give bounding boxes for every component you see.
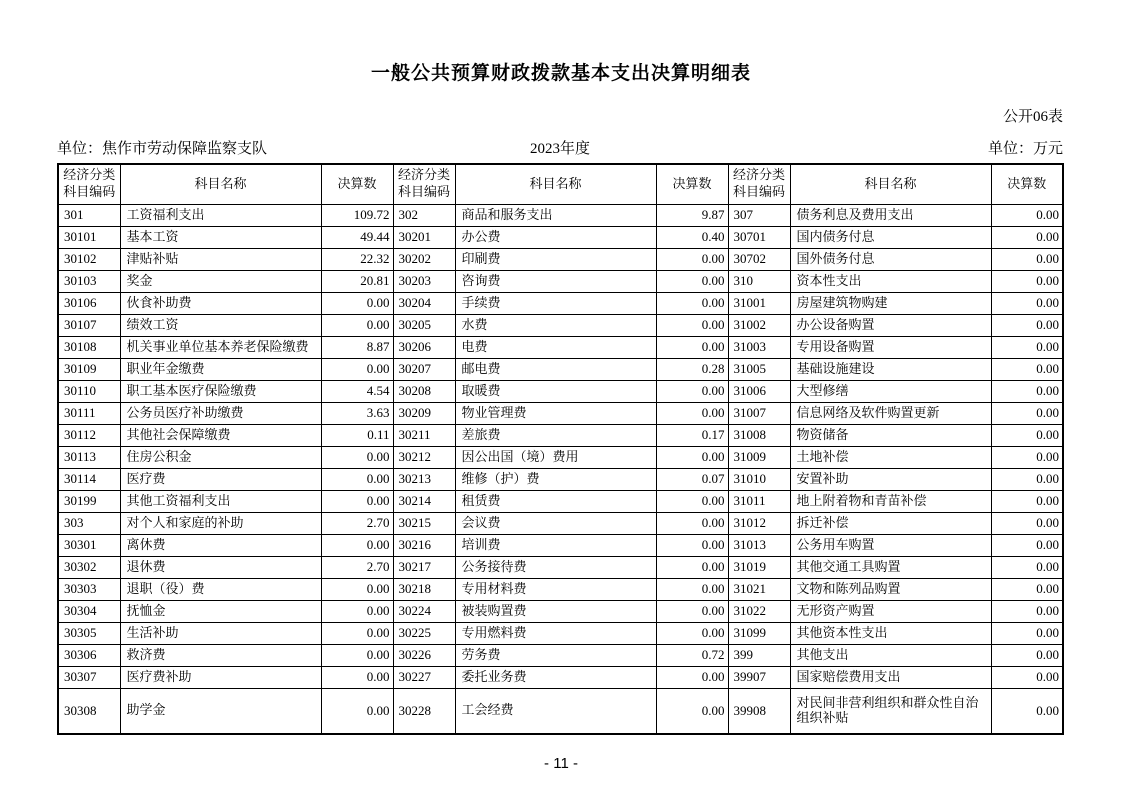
final-amount-cell: 0.00 — [321, 622, 393, 644]
subject-code-cell: 30211 — [393, 424, 455, 446]
subject-name-cell: 退休费 — [120, 556, 321, 578]
subject-code-cell: 30308 — [58, 688, 120, 734]
subject-code-cell: 30207 — [393, 358, 455, 380]
subject-name-cell: 土地补偿 — [790, 446, 991, 468]
table-row — [58, 402, 1063, 424]
subject-code-cell: 30215 — [393, 512, 455, 534]
final-amount-cell: 0.00 — [321, 292, 393, 314]
table-header — [58, 164, 1063, 204]
subject-code-cell: 31007 — [728, 402, 790, 424]
table-row — [58, 380, 1063, 402]
subject-code-cell: 30113 — [58, 446, 120, 468]
final-amount-cell: 9.87 — [656, 204, 728, 226]
subject-code-cell: 30303 — [58, 578, 120, 600]
subject-code-cell: 31021 — [728, 578, 790, 600]
subject-code-cell: 30218 — [393, 578, 455, 600]
subject-code-cell: 31019 — [728, 556, 790, 578]
table-row — [58, 490, 1063, 512]
subject-code-cell: 30205 — [393, 314, 455, 336]
final-amount-cell: 8.87 — [321, 336, 393, 358]
subject-code-cell: 31011 — [728, 490, 790, 512]
subject-code-cell: 30213 — [393, 468, 455, 490]
table-row — [58, 270, 1063, 292]
table-row — [58, 248, 1063, 270]
final-amount-cell: 0.00 — [991, 402, 1063, 424]
subject-code-cell: 30209 — [393, 402, 455, 424]
table-row — [58, 204, 1063, 226]
final-amount-cell: 0.00 — [656, 600, 728, 622]
subject-code-cell: 30216 — [393, 534, 455, 556]
subject-code-cell: 30307 — [58, 666, 120, 688]
subject-code-cell: 31009 — [728, 446, 790, 468]
subject-code-cell: 31005 — [728, 358, 790, 380]
subject-code-cell: 30225 — [393, 622, 455, 644]
final-amount-cell: 0.00 — [991, 424, 1063, 446]
final-amount-cell: 0.11 — [321, 424, 393, 446]
subject-name-cell: 对个人和家庭的补助 — [120, 512, 321, 534]
header-code-cell: 经济分类科目编码 — [58, 164, 120, 204]
subject-name-cell: 机关事业单位基本养老保险缴费 — [120, 336, 321, 358]
subject-name-cell: 被装购置费 — [455, 600, 656, 622]
table-row — [58, 578, 1063, 600]
final-amount-cell: 0.00 — [991, 490, 1063, 512]
final-amount-cell: 0.00 — [991, 248, 1063, 270]
subject-name-cell: 培训费 — [455, 534, 656, 556]
subject-name-cell: 会议费 — [455, 512, 656, 534]
table-row — [58, 446, 1063, 468]
subject-name-cell: 信息网络及软件购置更新 — [790, 402, 991, 424]
org-unit-label: 单位：焦作市劳动保障监察支队 — [57, 141, 268, 157]
table-row — [58, 666, 1063, 688]
final-amount-cell: 0.00 — [656, 534, 728, 556]
subject-code-cell: 31001 — [728, 292, 790, 314]
final-amount-cell: 0.00 — [991, 292, 1063, 314]
subject-name-cell: 抚恤金 — [120, 600, 321, 622]
subject-name-cell: 救济费 — [120, 644, 321, 666]
subject-name-cell: 无形资产购置 — [790, 600, 991, 622]
final-amount-cell: 0.00 — [656, 446, 728, 468]
subject-name-cell: 房屋建筑物购建 — [790, 292, 991, 314]
subject-code-cell: 30217 — [393, 556, 455, 578]
subject-code-cell: 31013 — [728, 534, 790, 556]
header-code-cell: 经济分类科目编码 — [728, 164, 790, 204]
subject-code-cell: 31006 — [728, 380, 790, 402]
final-amount-cell: 0.00 — [656, 490, 728, 512]
final-amount-cell: 0.00 — [991, 358, 1063, 380]
form-number-label: 公开06表 — [1002, 109, 1063, 125]
subject-name-cell: 奖金 — [120, 270, 321, 292]
subject-name-cell: 专用材料费 — [455, 578, 656, 600]
final-amount-cell: 0.00 — [991, 512, 1063, 534]
subject-name-cell: 委托业务费 — [455, 666, 656, 688]
page-number: - 11 - — [544, 755, 578, 772]
final-amount-cell: 0.00 — [321, 688, 393, 734]
subject-code-cell: 30107 — [58, 314, 120, 336]
final-amount-cell: 0.00 — [991, 600, 1063, 622]
final-amount-cell: 0.00 — [656, 270, 728, 292]
subject-name-cell: 职工基本医疗保险缴费 — [120, 380, 321, 402]
subject-name-cell: 对民间非营利组织和群众性自治组织补贴 — [790, 688, 991, 734]
subject-code-cell: 30111 — [58, 402, 120, 424]
subject-code-cell: 30109 — [58, 358, 120, 380]
final-amount-cell: 20.81 — [321, 270, 393, 292]
table-row — [58, 424, 1063, 446]
subject-code-cell: 30214 — [393, 490, 455, 512]
subject-name-cell: 大型修缮 — [790, 380, 991, 402]
subject-name-cell: 差旅费 — [455, 424, 656, 446]
table-row — [58, 644, 1063, 666]
subject-code-cell: 30304 — [58, 600, 120, 622]
header-name-cell: 科目名称 — [790, 164, 991, 204]
header-name-cell: 科目名称 — [455, 164, 656, 204]
final-amount-cell: 0.00 — [656, 556, 728, 578]
table-row — [58, 534, 1063, 556]
final-amount-cell: 0.00 — [321, 446, 393, 468]
final-amount-cell: 0.00 — [321, 666, 393, 688]
header-row — [58, 164, 1063, 204]
final-amount-cell: 0.00 — [656, 578, 728, 600]
final-amount-cell: 0.00 — [991, 204, 1063, 226]
final-amount-cell: 2.70 — [321, 556, 393, 578]
final-amount-cell: 2.70 — [321, 512, 393, 534]
final-amount-cell: 0.00 — [991, 270, 1063, 292]
subject-code-cell: 30112 — [58, 424, 120, 446]
final-amount-cell: 0.00 — [991, 556, 1063, 578]
subject-name-cell: 生活补助 — [120, 622, 321, 644]
subject-code-cell: 30227 — [393, 666, 455, 688]
table-row — [58, 226, 1063, 248]
subject-name-cell: 住房公积金 — [120, 446, 321, 468]
final-amount-cell: 0.28 — [656, 358, 728, 380]
final-amount-cell: 0.00 — [991, 380, 1063, 402]
subject-code-cell: 30203 — [393, 270, 455, 292]
final-amount-cell: 0.00 — [321, 534, 393, 556]
final-amount-cell: 0.40 — [656, 226, 728, 248]
subject-code-cell: 30208 — [393, 380, 455, 402]
subject-code-cell: 30226 — [393, 644, 455, 666]
table-row — [58, 600, 1063, 622]
subject-name-cell: 专用设备购置 — [790, 336, 991, 358]
subject-name-cell: 离休费 — [120, 534, 321, 556]
table-row — [58, 336, 1063, 358]
subject-code-cell: 30101 — [58, 226, 120, 248]
table-row — [58, 314, 1063, 336]
subject-name-cell: 物业管理费 — [455, 402, 656, 424]
final-amount-cell: 0.00 — [656, 402, 728, 424]
final-amount-cell: 0.07 — [656, 468, 728, 490]
subject-name-cell: 退职（役）费 — [120, 578, 321, 600]
subject-name-cell: 地上附着物和青苗补偿 — [790, 490, 991, 512]
subject-code-cell: 31008 — [728, 424, 790, 446]
subject-code-cell: 301 — [58, 204, 120, 226]
subject-code-cell: 39908 — [728, 688, 790, 734]
subject-code-cell: 30106 — [58, 292, 120, 314]
final-amount-cell: 0.00 — [991, 622, 1063, 644]
final-amount-cell: 0.00 — [321, 468, 393, 490]
subject-code-cell: 30103 — [58, 270, 120, 292]
header-name-cell: 科目名称 — [120, 164, 321, 204]
final-amount-cell: 0.00 — [991, 226, 1063, 248]
final-amount-cell: 0.00 — [991, 666, 1063, 688]
final-amount-cell: 109.72 — [321, 204, 393, 226]
subject-name-cell: 专用燃料费 — [455, 622, 656, 644]
subject-code-cell: 31003 — [728, 336, 790, 358]
subject-name-cell: 其他支出 — [790, 644, 991, 666]
final-amount-cell: 0.17 — [656, 424, 728, 446]
subject-code-cell: 30114 — [58, 468, 120, 490]
final-amount-cell: 0.00 — [321, 490, 393, 512]
subject-code-cell: 307 — [728, 204, 790, 226]
header-code-cell: 经济分类科目编码 — [393, 164, 455, 204]
subject-name-cell: 国内债务付息 — [790, 226, 991, 248]
subject-name-cell: 工会经费 — [455, 688, 656, 734]
meta-row — [57, 137, 1063, 159]
table-row — [58, 468, 1063, 490]
subject-name-cell: 公务接待费 — [455, 556, 656, 578]
final-amount-cell: 0.00 — [656, 622, 728, 644]
subject-name-cell: 医疗费补助 — [120, 666, 321, 688]
subject-name-cell: 取暖费 — [455, 380, 656, 402]
subject-name-cell: 商品和服务支出 — [455, 204, 656, 226]
table-row — [58, 292, 1063, 314]
subject-name-cell: 其他资本性支出 — [790, 622, 991, 644]
subject-name-cell: 其他工资福利支出 — [120, 490, 321, 512]
final-amount-cell: 0.00 — [321, 314, 393, 336]
final-amount-cell: 0.00 — [991, 688, 1063, 734]
subject-name-cell: 邮电费 — [455, 358, 656, 380]
final-amount-cell: 0.00 — [656, 314, 728, 336]
subject-name-cell: 电费 — [455, 336, 656, 358]
subject-name-cell: 国家赔偿费用支出 — [790, 666, 991, 688]
fiscal-year-label: 2023年度 — [529, 141, 590, 157]
subject-name-cell: 安置补助 — [790, 468, 991, 490]
subject-code-cell: 302 — [393, 204, 455, 226]
final-amount-cell: 0.00 — [991, 446, 1063, 468]
subject-code-cell: 30206 — [393, 336, 455, 358]
subject-code-cell: 30224 — [393, 600, 455, 622]
final-amount-cell: 0.00 — [991, 336, 1063, 358]
subject-name-cell: 其他社会保障缴费 — [120, 424, 321, 446]
final-amount-cell: 4.54 — [321, 380, 393, 402]
final-amount-cell: 0.00 — [321, 644, 393, 666]
table-row — [58, 622, 1063, 644]
subject-name-cell: 租赁费 — [455, 490, 656, 512]
page-title: 一般公共预算财政拨款基本支出决算明细表 — [370, 63, 751, 84]
subject-name-cell: 助学金 — [120, 688, 321, 734]
final-amount-cell: 0.00 — [656, 512, 728, 534]
subject-name-cell: 因公出国（境）费用 — [455, 446, 656, 468]
subject-name-cell: 医疗费 — [120, 468, 321, 490]
final-amount-cell: 22.32 — [321, 248, 393, 270]
subject-name-cell: 基础设施建设 — [790, 358, 991, 380]
final-amount-cell: 0.00 — [656, 248, 728, 270]
final-amount-cell: 0.00 — [991, 468, 1063, 490]
final-amount-cell: 0.72 — [656, 644, 728, 666]
budget-table — [57, 163, 1064, 735]
subject-name-cell: 工资福利支出 — [120, 204, 321, 226]
subject-name-cell: 职业年金缴费 — [120, 358, 321, 380]
subject-code-cell: 30201 — [393, 226, 455, 248]
table-row — [58, 556, 1063, 578]
subject-name-cell: 咨询费 — [455, 270, 656, 292]
subject-code-cell: 31010 — [728, 468, 790, 490]
final-amount-cell: 0.00 — [321, 358, 393, 380]
subject-name-cell: 手续费 — [455, 292, 656, 314]
final-amount-cell: 0.00 — [656, 666, 728, 688]
subject-name-cell: 水费 — [455, 314, 656, 336]
final-amount-cell: 0.00 — [991, 534, 1063, 556]
subject-code-cell: 310 — [728, 270, 790, 292]
subject-name-cell: 公务员医疗补助缴费 — [120, 402, 321, 424]
subject-name-cell: 公务用车购置 — [790, 534, 991, 556]
subject-code-cell: 30202 — [393, 248, 455, 270]
table-row — [58, 358, 1063, 380]
header-value-cell: 决算数 — [321, 164, 393, 204]
subject-name-cell: 国外债务付息 — [790, 248, 991, 270]
currency-unit-label: 单位：万元 — [987, 141, 1063, 157]
final-amount-cell: 0.00 — [321, 578, 393, 600]
subject-name-cell: 文物和陈列品购置 — [790, 578, 991, 600]
subject-code-cell: 30701 — [728, 226, 790, 248]
final-amount-cell: 49.44 — [321, 226, 393, 248]
subject-code-cell: 30301 — [58, 534, 120, 556]
table-row — [58, 512, 1063, 534]
subject-code-cell: 30199 — [58, 490, 120, 512]
subject-code-cell: 31022 — [728, 600, 790, 622]
final-amount-cell: 0.00 — [321, 600, 393, 622]
subject-code-cell: 30110 — [58, 380, 120, 402]
subject-name-cell: 办公设备购置 — [790, 314, 991, 336]
subject-name-cell: 津贴补贴 — [120, 248, 321, 270]
subject-name-cell: 拆迁补偿 — [790, 512, 991, 534]
subject-code-cell: 30302 — [58, 556, 120, 578]
final-amount-cell: 0.00 — [656, 292, 728, 314]
subject-code-cell: 39907 — [728, 666, 790, 688]
subject-name-cell: 印刷费 — [455, 248, 656, 270]
subject-name-cell: 其他交通工具购置 — [790, 556, 991, 578]
table-body — [58, 204, 1063, 734]
header-value-cell: 决算数 — [656, 164, 728, 204]
final-amount-cell: 0.00 — [656, 688, 728, 734]
subject-code-cell: 31002 — [728, 314, 790, 336]
subject-code-cell: 30306 — [58, 644, 120, 666]
subject-code-cell: 31099 — [728, 622, 790, 644]
subject-name-cell: 债务利息及费用支出 — [790, 204, 991, 226]
final-amount-cell: 0.00 — [991, 644, 1063, 666]
subject-code-cell: 30702 — [728, 248, 790, 270]
subject-code-cell: 303 — [58, 512, 120, 534]
subject-code-cell: 30204 — [393, 292, 455, 314]
subject-code-cell: 399 — [728, 644, 790, 666]
subject-name-cell: 基本工资 — [120, 226, 321, 248]
final-amount-cell: 0.00 — [991, 578, 1063, 600]
subject-name-cell: 物资储备 — [790, 424, 991, 446]
subject-code-cell: 30305 — [58, 622, 120, 644]
subject-name-cell: 伙食补助费 — [120, 292, 321, 314]
subject-code-cell: 30212 — [393, 446, 455, 468]
final-amount-cell: 3.63 — [321, 402, 393, 424]
header-value-cell: 决算数 — [991, 164, 1063, 204]
subject-name-cell: 办公费 — [455, 226, 656, 248]
final-amount-cell: 0.00 — [991, 314, 1063, 336]
subject-code-cell: 30102 — [58, 248, 120, 270]
table-row — [58, 688, 1063, 734]
subject-code-cell: 30228 — [393, 688, 455, 734]
subject-code-cell: 30108 — [58, 336, 120, 358]
subject-name-cell: 维修（护）费 — [455, 468, 656, 490]
final-amount-cell: 0.00 — [656, 380, 728, 402]
subject-name-cell: 绩效工资 — [120, 314, 321, 336]
final-amount-cell: 0.00 — [656, 336, 728, 358]
subject-name-cell: 劳务费 — [455, 644, 656, 666]
subject-code-cell: 31012 — [728, 512, 790, 534]
subject-name-cell: 资本性支出 — [790, 270, 991, 292]
